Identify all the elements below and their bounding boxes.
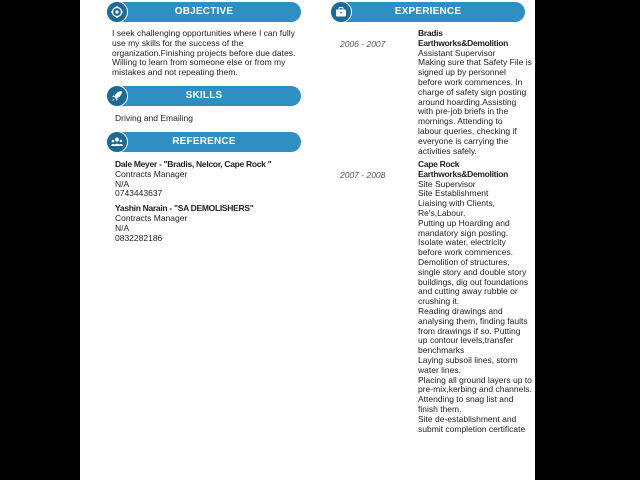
job-line: everyone is carrying the	[418, 135, 509, 146]
job-line: before work commences.	[418, 247, 513, 258]
reference-note: N/A	[115, 178, 130, 189]
job-line: pre-mix,kerbing and channels.	[418, 384, 532, 395]
job-line: with pre-job briefs in the	[418, 106, 509, 117]
job-line: Placing all ground layers up to	[418, 374, 532, 385]
job-entry	[418, 160, 535, 434]
job-line: single story and double story	[418, 266, 527, 277]
job-line: signed up by personnel	[418, 67, 506, 78]
objective-line: use my skills for the success of the	[112, 37, 244, 48]
rocket-icon	[106, 85, 128, 107]
job-line: crushing it.	[418, 296, 460, 307]
objective-line: Willing to learn from someone else or from my	[112, 57, 286, 68]
reference-role: Contracts Manager	[115, 168, 188, 179]
job-line: submit completion certificate	[418, 423, 526, 434]
job-line: Liaising with Clients,	[418, 198, 496, 209]
job-line: Demolition of structures,	[418, 256, 510, 267]
reference-title: REFERENCE	[172, 136, 236, 147]
job-line: benchmarks	[418, 345, 465, 356]
skills-header	[107, 86, 301, 106]
objective-text	[112, 29, 312, 78]
reference-note: N/A	[115, 222, 130, 233]
job-line: mandatory sign posting.	[418, 227, 509, 238]
job-line: Laying subsoil lines, storm	[418, 354, 518, 365]
experience-header	[331, 2, 525, 22]
job-line: Attending to snag list and	[418, 394, 514, 405]
skills-list	[115, 114, 295, 124]
reference-name: Yashin Narain - "SA DEMOLISHERS"	[115, 203, 254, 214]
job-line: and cutting away rubble or	[418, 286, 518, 297]
job-line: activities safely.	[418, 145, 477, 156]
skill-item: Driving and Emailing	[115, 113, 193, 123]
job-line: buildings, dig out foundations	[418, 276, 529, 287]
job-line: Site Supervisor	[418, 178, 476, 189]
job-line: finish them.	[418, 403, 462, 414]
job-company: Bradis	[418, 28, 443, 38]
job-line: before work commences. In	[418, 76, 523, 87]
job-line: Site de-establishment and	[418, 413, 517, 424]
job-line: Isolate water, electricity	[418, 237, 506, 248]
target-icon	[106, 1, 128, 23]
job-line: charge of safety sign posting	[418, 86, 527, 97]
job-line: Site Establishment	[418, 188, 489, 199]
job-line: Making sure that Safety File is	[418, 57, 532, 68]
objective-header	[107, 2, 301, 22]
job-line: Reading drawings and	[418, 305, 503, 316]
reference-phone: 0743443637	[115, 188, 163, 199]
reference-entry	[115, 160, 315, 199]
job-company: Cape Rock	[418, 159, 460, 169]
job-entry	[418, 29, 535, 156]
resume-page	[80, 0, 535, 480]
reference-phone: 0832282186	[115, 232, 163, 243]
experience-title: EXPERIENCE	[394, 6, 462, 17]
job-line: Putting up Hoarding and	[418, 217, 510, 228]
job-line: water lines.	[418, 364, 461, 375]
objective-title: OBJECTIVE	[174, 6, 234, 17]
job-line: analysing them, finding faults	[418, 315, 528, 326]
job-line: around hoarding.Assisting	[418, 96, 517, 107]
job-line: mornings. Attending to	[418, 116, 503, 127]
people-icon	[106, 131, 128, 153]
objective-line: I seek challenging opportunities where I can fully	[112, 28, 295, 38]
job-line: up contour levels,transfer	[418, 335, 514, 346]
objective-line: mistakes and not repeating them.	[112, 67, 238, 78]
job-dates: 2006 - 2007	[340, 39, 386, 49]
job-company: Earthworks&Demolition	[418, 168, 509, 179]
reference-role: Contracts Manager	[115, 212, 188, 223]
job-line: labour queries, checking if	[418, 125, 517, 136]
reference-entry	[115, 204, 315, 243]
job-company: Earthworks&Demolition	[418, 37, 509, 48]
job-line: Assistant Supervisor	[418, 47, 496, 58]
job-line: Re's,Labour.	[418, 207, 466, 218]
reference-list	[115, 160, 315, 243]
skills-title: SKILLS	[185, 90, 223, 101]
reference-name: Dale Meyer - "Bradis, Nelcor, Cape Rock "	[115, 159, 272, 169]
reference-header	[107, 132, 301, 152]
job-line: from drawings if so. Putting	[418, 325, 521, 336]
job-dates: 2007 - 2008	[340, 170, 386, 180]
briefcase-icon	[330, 1, 352, 23]
objective-line: organization.Finishing projects before due dates.	[112, 47, 296, 58]
